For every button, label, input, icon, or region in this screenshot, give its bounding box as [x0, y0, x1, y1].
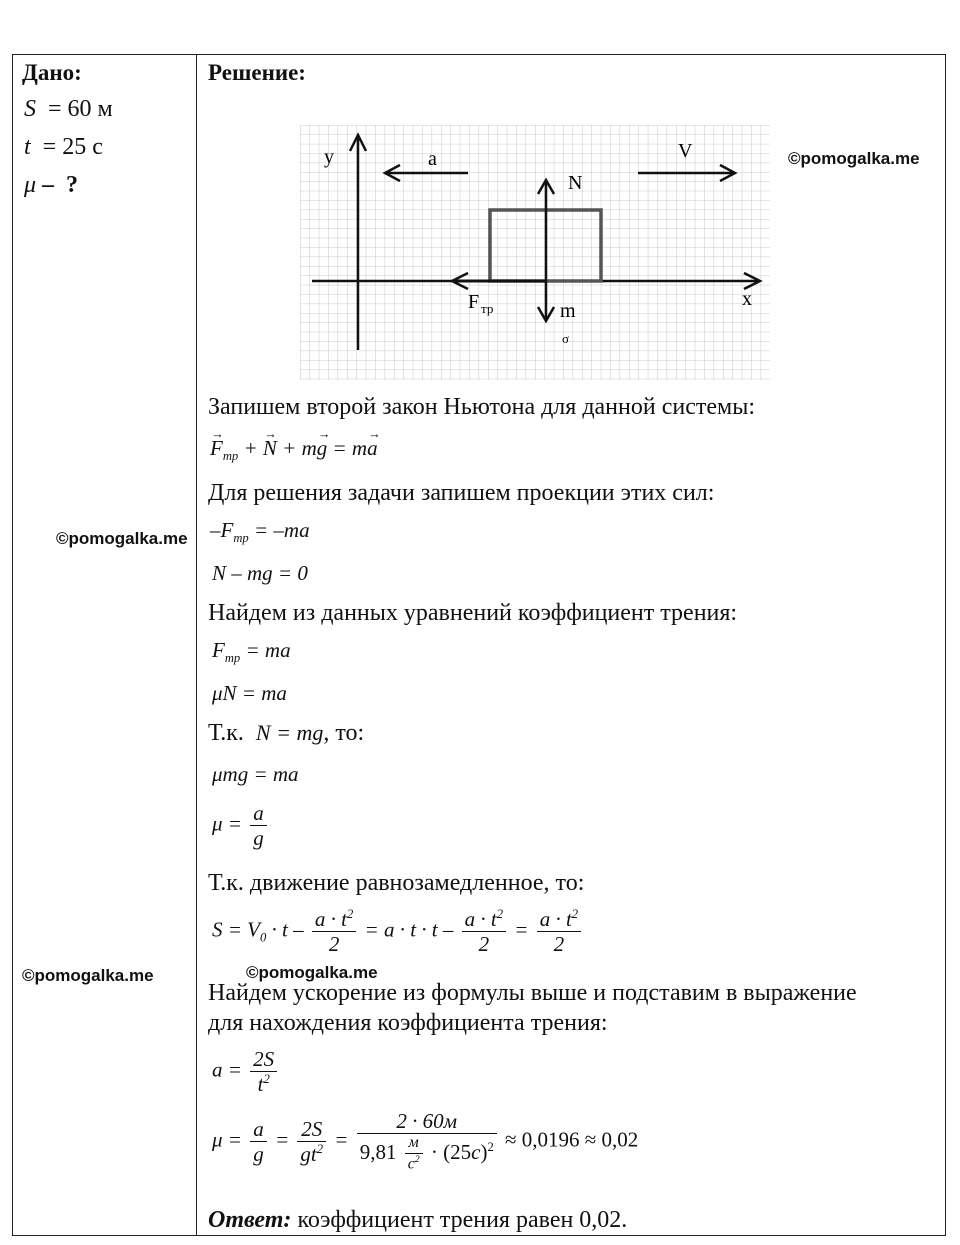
- since-suffix: , то:: [323, 720, 365, 746]
- watermark-top: ©pomogalka.me: [788, 149, 920, 168]
- given-time: t = 25 с: [24, 134, 103, 160]
- label-friction: F: [468, 291, 480, 313]
- equation-newton: → $F_{тр}$ + → N + m→ g = m→ a: [210, 436, 378, 464]
- given-header: Дано:: [22, 60, 82, 85]
- paragraph-newton: Запишем второй закон Ньютона для данной системы:: [208, 394, 755, 420]
- equation-friction-2: μN = ma: [212, 681, 287, 705]
- answer-label: Ответ:: [208, 1207, 292, 1233]
- equation-mu-2: μ = $\frac{a}{g}$: [212, 802, 270, 849]
- equation-final: μ = $\frac{a}{g}$ = $\frac{2S}{gt^2}$ = 2 · 60м 9,81 $\frac{м}{с^2}$ · $(25с)^2$ ≈ 0,0196 ≈ 0,02: [212, 1109, 639, 1173]
- equation-distance: $S = V_0 \cdot t$ – $\frac{a \cdot t^2}{2}$ = a · t · t – $\frac{a \cdot t^2}{2}$ = $\frac{a \cdot t^2}{2}$: [212, 908, 584, 955]
- paragraph-acceleration-2: для нахождения коэффициента трения:: [208, 1010, 608, 1036]
- column-divider: [196, 54, 197, 1236]
- watermark-bottom-left: ©pomogalka.me: [22, 966, 154, 985]
- since-equation: N = mg: [255, 720, 324, 745]
- paragraph-deceleration: Т.к. движение равнозамедленное, то:: [208, 870, 585, 896]
- equation-mu-1: μmg = ma: [212, 762, 299, 786]
- grid-background: [300, 125, 770, 380]
- label-a: a: [428, 148, 437, 170]
- paragraph-find-mu: Найдем из данных уравнений коэффициент трения:: [208, 600, 738, 626]
- answer-text: коэффициент трения равен 0,02.: [291, 1207, 628, 1233]
- label-y: y: [324, 146, 334, 168]
- answer: [208, 1207, 627, 1234]
- label-friction-sub: тр: [481, 301, 494, 316]
- label-x: x: [742, 288, 752, 310]
- paragraph-since: [208, 720, 364, 747]
- equation-projection-x: $-F_{тр} = -ma$: [210, 518, 310, 546]
- watermark-middle: ©pomogalka.me: [56, 529, 188, 548]
- paragraph-acceleration-1: Найдем ускорение из формулы выше и подставим в выражение: [208, 980, 857, 1006]
- label-n: N: [568, 172, 583, 194]
- equation-acceleration: a = $\frac{2S}{t^2}$: [212, 1048, 280, 1095]
- equation-friction-1: $F_{тр}$ = ma: [212, 638, 291, 666]
- force-diagram: [300, 125, 770, 380]
- label-sigma: σ: [562, 331, 570, 346]
- given-distance: S = 60 м: [24, 96, 113, 122]
- label-m: m: [560, 300, 576, 322]
- solution-header: Решение:: [208, 60, 306, 85]
- given-unknown: μ – ?: [24, 172, 79, 198]
- since-text: Т.к.: [208, 720, 244, 746]
- equation-projection-y: N – mg = 0: [212, 561, 308, 585]
- paragraph-projections: Для решения задачи запишем проекции этих сил:: [208, 480, 715, 506]
- watermark-bottom: ©pomogalka.me: [246, 963, 378, 982]
- label-v: V: [678, 140, 693, 162]
